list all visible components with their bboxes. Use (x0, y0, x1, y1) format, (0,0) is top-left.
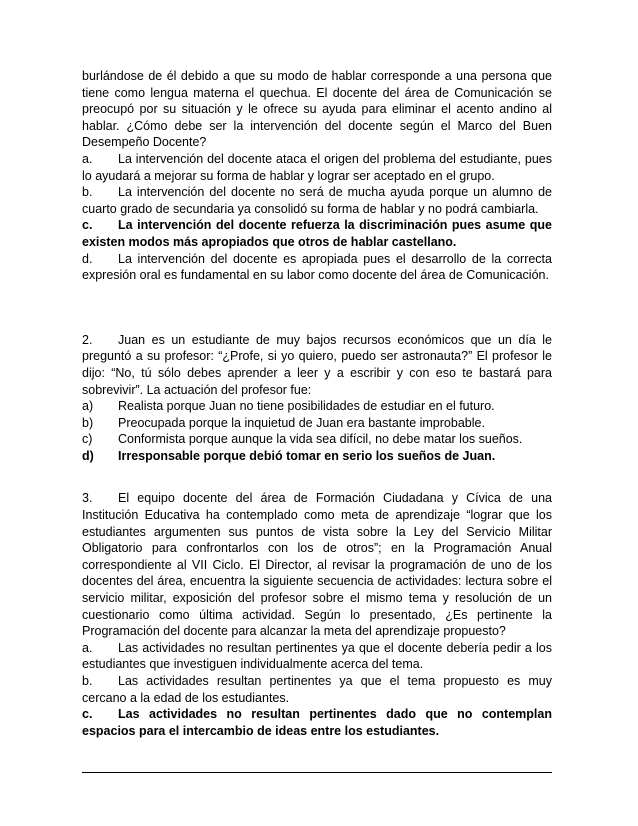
option-text: La intervención del docente refuerza la discriminación pues asume que (118, 218, 552, 233)
option-text-cont: expresión oral es fundamental en su labor como docente del área de Comunicación. (82, 268, 549, 283)
option-text: Las actividades no resultan pertinentes dado que no contemplan (118, 707, 552, 722)
q3-option-c (82, 706, 552, 739)
question-number: 3. (82, 491, 93, 506)
option-text: La intervención del docente no será de mucha ayuda porque un alumno de (118, 185, 552, 200)
option-label: d) (82, 448, 94, 463)
q3-stem-line: cuestionario como última actividad. Según lo presentado, ¿Es pertinente la (82, 607, 552, 622)
option-text-cont: cuarto grado de secundaria ya consolidó su forma de hablar y no podrá cambiarla. (82, 201, 539, 216)
option-text-cont: cercano a la edad de los estudiantes. (82, 690, 290, 705)
q1-stem-line: preocupó por su situación y le ofrece su ayuda para eliminar el acento andino al (82, 102, 552, 117)
option-text: Conformista porque aunque la vida sea difícil, no debe matar los sueños. (118, 432, 523, 447)
q2-stem-line: sobrevivir”. La actuación del profesor fue: (82, 382, 312, 397)
question-3 (82, 490, 552, 739)
q2-stem-line: dijo: “No, tú sólo debes aprender a leer y a escribir y con eso te bastará para (82, 365, 552, 380)
option-text-cont: estudiantes que investiguen individualmente acerca del tema. (82, 657, 424, 672)
q2-option-c (82, 431, 552, 448)
q3-stem-line: correspondiente al VII Ciclo. El Director, al revisar la programación de uno de los (82, 557, 552, 572)
question-2 (82, 332, 552, 465)
option-text: Las actividades resultan pertinentes ya que el tema propuesto es muy (118, 674, 552, 688)
q2-option-d (82, 448, 552, 465)
option-label: d. (82, 251, 93, 266)
question-1 (82, 68, 552, 284)
option-text-cont: existen modos más apropiados que otros de hablar castellano. (82, 234, 457, 249)
q3-stem-line: Programación del docente para alcanzar la meta del aprendizaje propuesto? (82, 624, 506, 639)
q1-option-d (82, 251, 552, 284)
q1-option-b (82, 184, 552, 217)
q1-option-a (82, 151, 552, 184)
q2-option-b (82, 415, 552, 432)
option-text: Preocupada porque la inquietud de Juan era bastante improbable. (118, 415, 485, 430)
q2-stem-line: preguntó a su profesor: “¿Profe, si yo quiero, puedo ser astronauta?” El profesor le (82, 349, 552, 364)
q3-stem-line: Institución Educativa ha contemplado como meta de aprendizaje “lograr que los (82, 508, 552, 523)
q3-option-a (82, 640, 552, 673)
option-label: a. (82, 151, 93, 166)
q1-stem-line: burlándose de él debido a que su modo de hablar corresponde a una persona que (82, 69, 552, 83)
q2-stem-line: Juan es un estudiante de muy bajos recursos económicos que un día le (118, 332, 552, 347)
q3-stem-line: El equipo docente del área de Formación Ciudadana y Cívica de una (118, 491, 552, 506)
q2-option-a (82, 398, 552, 415)
q3-option-b (82, 673, 552, 706)
option-text-cont: lo ayudará a mejorar su forma de hablar y lograr ser aceptado en el grupo. (82, 168, 495, 183)
option-label: b. (82, 674, 93, 688)
q3-stem-line: Obligatorio para confrontarlos con los de otros”; en la Programación Anual (82, 541, 552, 556)
option-label: c. (82, 707, 93, 722)
option-label: c) (82, 432, 93, 447)
option-label: c. (82, 218, 93, 233)
option-label: b) (82, 415, 94, 430)
option-label: b. (82, 185, 93, 200)
q3-stem-line: estudiantes argumenten sus puntos de vista sobre la Ley del Servicio Militar (82, 524, 552, 539)
option-text-cont: espacios para el intercambio de ideas entre los estudiantes. (82, 723, 440, 738)
footer-divider (82, 772, 552, 773)
option-label: a) (82, 399, 94, 414)
option-text: Realista porque Juan no tiene posibilidades de estudiar en el futuro. (118, 399, 495, 414)
q1-stem-line: Desempeño Docente? (82, 135, 207, 150)
option-text: Las actividades no resultan pertinentes ya que el docente debería pedir a los (118, 640, 552, 655)
option-text: La intervención del docente es apropiada pues el desarrollo de la correcta (118, 251, 552, 266)
q1-option-c (82, 217, 552, 250)
document-page (82, 68, 552, 739)
q3-stem-line: servicio militar, exposición del profesor sobre el mismo tema y resolución de un (82, 591, 552, 606)
option-text: La intervención del docente ataca el origen del problema del estudiante, pues (118, 151, 552, 166)
q3-stem-line: docentes del área, encuentra la siguiente secuencia de actividades: lectura sobre el (82, 574, 552, 589)
question-number: 2. (82, 332, 93, 347)
option-text: Irresponsable porque debió tomar en serio los sueños de Juan. (118, 448, 496, 463)
q1-stem-line: hablar. ¿Cómo debe ser la intervención del docente según el Marco del Buen (82, 118, 552, 133)
q1-stem-line: tiene como lengua materna el quechua. El docente del área de Comunicación se (82, 85, 552, 100)
option-label: a. (82, 640, 93, 655)
